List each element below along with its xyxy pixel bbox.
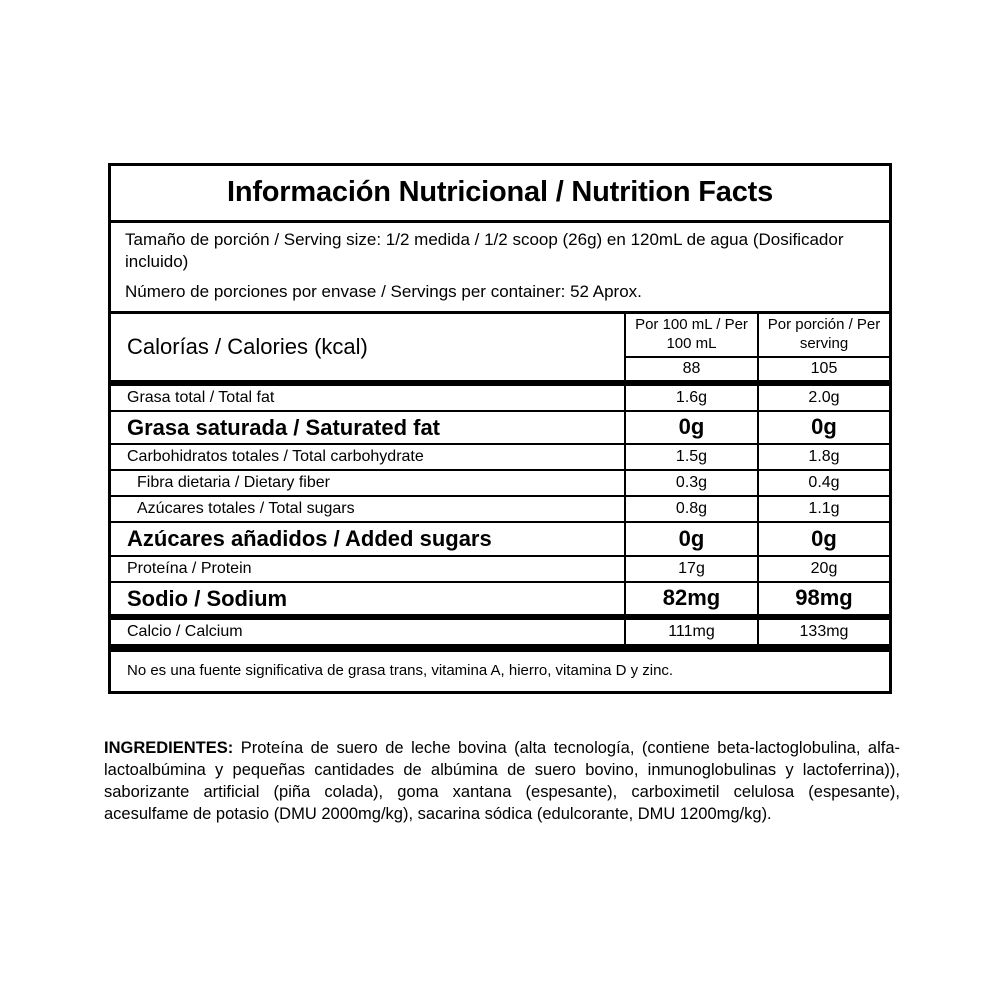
row-label: Proteína / Protein: [111, 556, 625, 582]
divider-footnote: [111, 644, 889, 652]
table-row: [111, 522, 889, 556]
nutrition-table: [111, 314, 889, 644]
row-value-per-serving: 0.4g: [758, 470, 889, 496]
table-row-calories-head: [111, 314, 889, 357]
row-value-per-serving: 2.0g: [758, 383, 889, 411]
row-label: Fibra dietaria / Dietary fiber: [111, 470, 625, 496]
row-value-per-serving: 133mg: [758, 617, 889, 644]
table-row: [111, 496, 889, 522]
calories-per-100ml: 88: [625, 357, 758, 383]
row-value-per-100ml: 1.5g: [625, 444, 758, 470]
column-header-per-100ml: Por 100 mL / Per 100 mL: [625, 314, 758, 357]
row-label: Grasa total / Total fat: [111, 383, 625, 411]
row-value-per-100ml: 0g: [625, 522, 758, 556]
row-label: Grasa saturada / Saturated fat: [111, 411, 625, 445]
panel-title: Información Nutricional / Nutrition Facts: [226, 176, 774, 208]
serving-size-text: Tamaño de porción / Serving size: 1/2 medida / 1/2 scoop (26g) en 120mL de agua (Dosificador incluido): [125, 229, 844, 272]
row-label: Sodio / Sodium: [111, 582, 625, 618]
panel-footnote: No es una fuente significativa de grasa trans, vitamina A, hierro, vitamina D y zinc.: [127, 662, 674, 680]
serving-info-block: [111, 223, 889, 311]
ingredients-block: [104, 738, 900, 826]
nutrition-facts-panel: [108, 163, 892, 694]
table-row: [111, 411, 889, 445]
calories-per-serving: 105: [758, 357, 889, 383]
table-row: [111, 617, 889, 644]
table-row: [111, 444, 889, 470]
row-value-per-100ml: 111mg: [625, 617, 758, 644]
row-label: Azúcares totales / Total sugars: [111, 496, 625, 522]
row-label: Azúcares añadidos / Added sugars: [111, 522, 625, 556]
row-value-per-serving: 20g: [758, 556, 889, 582]
column-header-per-serving: Por porción / Per serving: [758, 314, 889, 357]
row-value-per-100ml: 17g: [625, 556, 758, 582]
row-value-per-serving: 98mg: [758, 582, 889, 618]
row-value-per-serving: 1.1g: [758, 496, 889, 522]
row-label: Carbohidratos totales / Total carbohydrate: [111, 444, 625, 470]
row-value-per-serving: 1.8g: [758, 444, 889, 470]
row-value-per-100ml: 0g: [625, 411, 758, 445]
row-value-per-serving: 0g: [758, 522, 889, 556]
row-label: Calcio / Calcium: [111, 617, 625, 644]
row-value-per-100ml: 1.6g: [625, 383, 758, 411]
table-row: [111, 383, 889, 411]
row-value-per-serving: 0g: [758, 411, 889, 445]
table-row: [111, 556, 889, 582]
ingredients-heading: INGREDIENTES:: [104, 739, 234, 757]
row-value-per-100ml: 0.3g: [625, 470, 758, 496]
ingredients-text: Proteína de suero de leche bovina (alta tecnología, (contiene beta-lactoglobulina, alfa-lactoalbúmina y pequeñas cantidades de albúmina de suero bovino, inmunoglobulinas y lactoferrina)), saborizante artificial (piña colada), goma xantana (espesante), carboximetil celulosa (espesante), acesulfame de potasio (DMU 2000mg/kg), sacarina sódica (edulcorante, DMU 1200mg/kg).: [104, 739, 900, 823]
table-row: [111, 582, 889, 618]
servings-per-container-text: Número de porciones por envase / Servings per container: 52 Aprox.: [125, 281, 642, 301]
row-value-per-100ml: 82mg: [625, 582, 758, 618]
row-value-per-100ml: 0.8g: [625, 496, 758, 522]
table-row: [111, 470, 889, 496]
calories-label: Calorías / Calories (kcal): [127, 333, 368, 359]
